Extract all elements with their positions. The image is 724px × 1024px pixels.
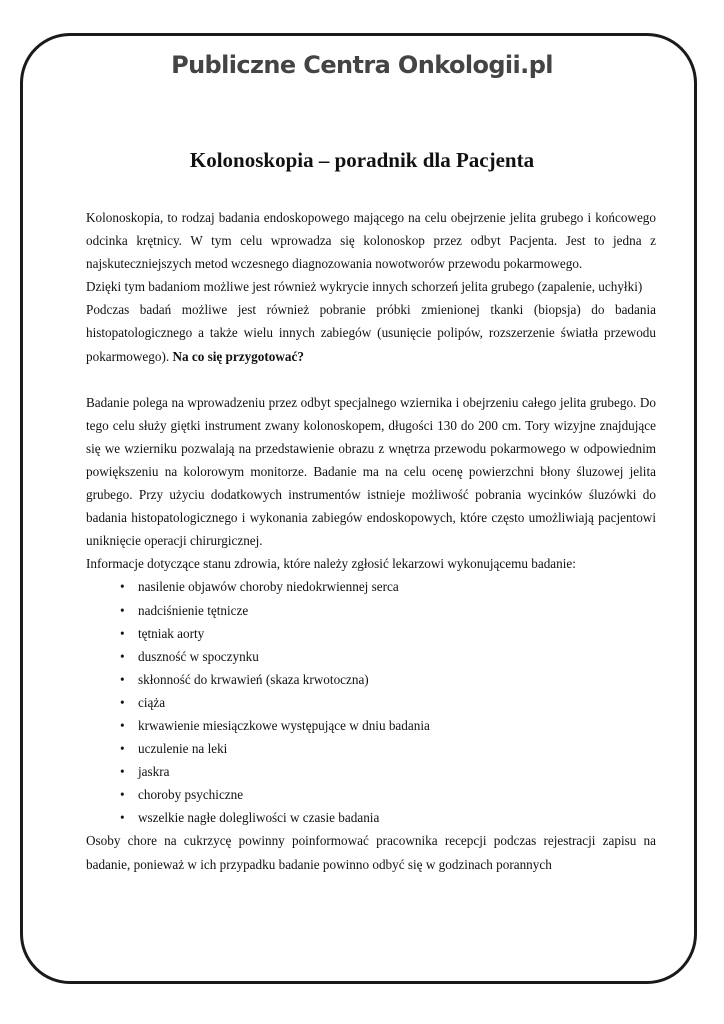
- list-item: • nadciśnienie tętnicze: [138, 599, 656, 622]
- list-item: • tętniak aorty: [138, 622, 656, 645]
- article-content: [86, 206, 656, 876]
- site-logo-title: Publiczne Centra Onkologii.pl: [171, 51, 553, 79]
- health-conditions-list: [86, 575, 656, 829]
- intro-paragraph-3-text: Podczas badań możliwe jest również pobranie próbki zmienionej tkanki (biopsja) do badania histopatologicznego a także wielu innych zabiegów (usunięcie polipów, rozszerzenie światła przewodu pokarmowego).: [86, 302, 656, 364]
- page-title: Kolonoskopia – poradnik dla Pacjenta: [189, 148, 535, 172]
- diabetes-note: Osoby chore na cukrzycę powinny poinformować pracownika recepcji podczas rejestracji zapisu na badanie, ponieważ w ich przypadku badanie powinno odbyć się w godzinach porannych: [86, 833, 656, 872]
- intro-paragraph-3: [86, 298, 656, 367]
- list-item: • wszelkie nagłe dolegliwości w czasie badania: [138, 806, 656, 829]
- list-item: • uczulenie na leki: [138, 737, 656, 760]
- preparation-link[interactable]: Na co się przygotować?: [172, 348, 304, 364]
- list-item: • nasilenie objawów choroby niedokrwiennej serca: [138, 575, 656, 598]
- list-item: • choroby psychiczne: [138, 783, 656, 806]
- intro-paragraph-1: Kolonoskopia, to rodzaj badania endoskopowego mającego na celu obejrzenie jelita grubego i końcowego odcinka krętnicy. W tym celu wprowadza się kolonoskop przez odbyt Pacjenta. Jest to jedna z najskuteczniejszych metod wczesnego diagnozowania nowotworów przewodu pokarmowego.: [86, 210, 656, 272]
- list-item: • jaskra: [138, 760, 656, 783]
- list-item: • duszność w spoczynku: [138, 645, 656, 668]
- description-paragraph: Badanie polega na wprowadzeniu przez odbyt specjalnego wziernika i obejrzeniu całego jelita grubego. Do tego celu służy giętki instrument zwany kolonoskopem, długości 130 do 200 cm. Tory wizyjne znajdujące się we wzierniku pozwalają na przedstawienie obrazu z wnętrza przewodu pokarmowego w odpowiednim powiększeniu na kolorowym monitorze. Badanie ma na celu ocenę powierzchni błony śluzowej jelita grubego. Przy użyciu dodatkowych instrumentów istnieje możliwość pobrania wycinków śluzówki do badania histopatologicznego i wykonania zabiegów endoskopowych, które często umożliwiają pacjentowi uniknięcie operacji chirurgicznej.: [86, 394, 656, 549]
- paragraph-spacer: [86, 368, 656, 391]
- list-item: • skłonność do krwawień (skaza krwotoczna): [138, 668, 656, 691]
- list-item: • krwawienie miesiączkowe występujące w dniu badania: [138, 714, 656, 737]
- intro-paragraph-2: Dzięki tym badaniom możliwe jest również wykrycie innych schorzeń jelita grubego (zapalenie, uchyłki): [86, 279, 643, 295]
- list-item: • ciąża: [138, 691, 656, 714]
- health-info-intro: Informacje dotyczące stanu zdrowia, które należy zgłosić lekarzowi wykonującemu badanie:: [86, 556, 576, 572]
